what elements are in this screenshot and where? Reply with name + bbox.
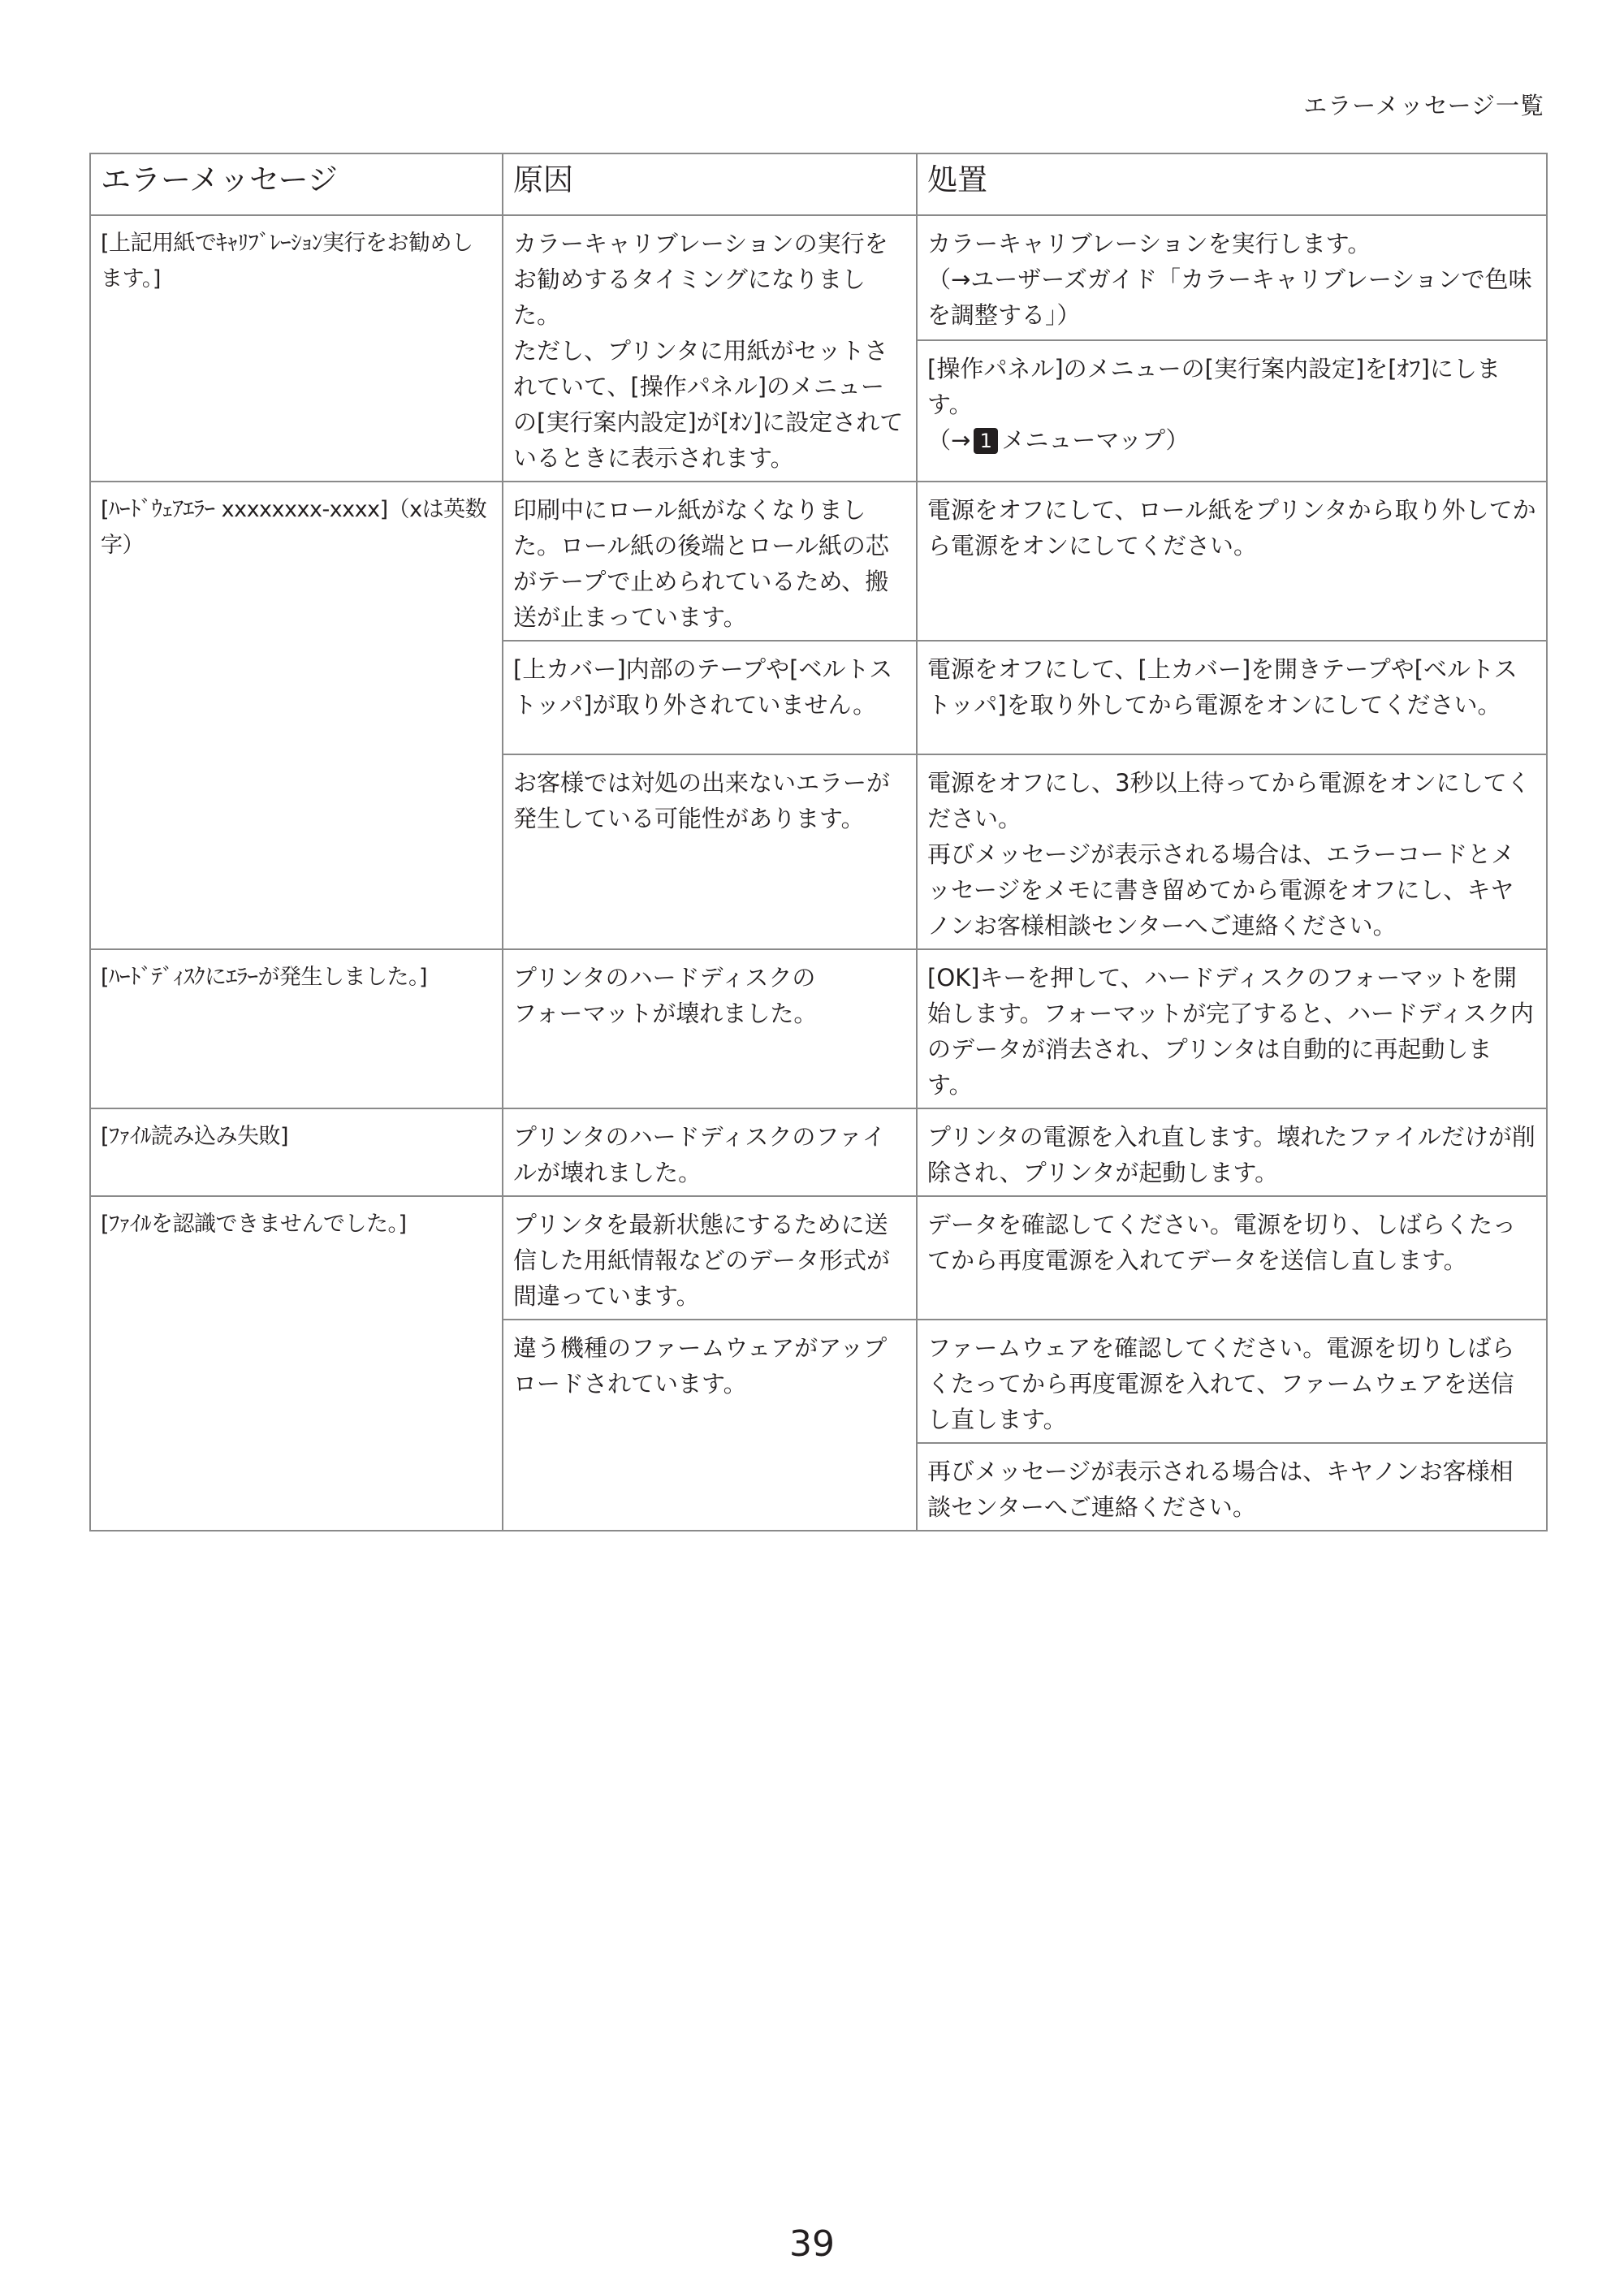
action-cell: プリンタの電源を入れ直します。壊れたファイルだけが削除され、プリンタが起動します。 bbox=[917, 1108, 1547, 1196]
cause-text: カラーキャリブレーションの実行をお勧めするタイミングになりました。 bbox=[513, 230, 888, 329]
table-header-row bbox=[90, 153, 1547, 215]
table-row bbox=[90, 1196, 1547, 1320]
cause-cell bbox=[503, 215, 917, 482]
cause-cell: 違う機種のファームウェアがアップロードされています。 bbox=[503, 1320, 917, 1531]
action-cell: [OK]キーを押して、ハードディスクのフォーマットを開始します。フォーマットが完了すると、ハードディスク内のデータが消去され、プリンタは自動的に再起動します。 bbox=[917, 949, 1547, 1108]
cause-text: フォーマットが壊れました。 bbox=[513, 1000, 818, 1027]
cause-cell: 印刷中にロール紙がなくなりました。ロール紙の後端とロール紙の芯がテープで止められているため、搬送が止まっています。 bbox=[503, 482, 917, 641]
reference-line bbox=[927, 422, 1536, 458]
table-row bbox=[90, 1108, 1547, 1196]
table-row bbox=[90, 949, 1547, 1108]
error-message-table bbox=[89, 153, 1548, 1531]
action-text: 再びメッセージが表示される場合は、エラーコードとメッセージをメモに書き留めてから電源をオフにし、キヤノンお客様相談センターへご連絡ください。 bbox=[927, 840, 1515, 940]
action-cell bbox=[917, 215, 1547, 340]
action-cell bbox=[917, 340, 1547, 482]
header-cause: 原因 bbox=[503, 153, 917, 215]
cause-cell bbox=[503, 949, 917, 1108]
running-head: エラーメッセージ一覧 bbox=[1303, 92, 1544, 119]
action-cell: 電源をオフにして、ロール紙をプリンタから取り外してから電源をオンにしてください。 bbox=[917, 482, 1547, 641]
chapter-badge-icon: 1 bbox=[974, 428, 998, 454]
cause-cell: お客様では対処の出来ないエラーが発生している可能性があります。 bbox=[503, 754, 917, 949]
action-text: （→ユーザーズガイド「カラーキャリブレーションで色味を調整する」） bbox=[927, 266, 1532, 329]
action-text: [操作パネル]のメニューの[実行案内設定]を[ｵﾌ]にします。 bbox=[927, 354, 1501, 418]
action-text: カラーキャリブレーションを実行します。 bbox=[927, 230, 1371, 257]
action-cell: 再びメッセージが表示される場合は、キヤノンお客様相談センターへご連絡ください。 bbox=[917, 1443, 1547, 1531]
action-cell bbox=[917, 754, 1547, 949]
error-message-cell: [ﾌｧｲﾙ読み込み失敗] bbox=[90, 1108, 503, 1196]
cause-text: ただし、プリンタに用紙がセットされていて、[操作パネル]のメニューの[実行案内設定]が[ｵﾝ]に設定されているときに表示されます。 bbox=[513, 337, 904, 472]
page-number: 39 bbox=[789, 2223, 835, 2265]
error-message-cell: [ﾌｧｲﾙを認識できませんでした。] bbox=[90, 1196, 503, 1531]
action-cell: 電源をオフにして、[上カバー]を開きテープや[ベルトストッパ]を取り外してから電源をオンにしてください。 bbox=[917, 641, 1547, 754]
action-text: 電源をオフにし、3秒以上待ってから電源をオンにしてください。 bbox=[927, 769, 1531, 832]
error-message-cell: [ﾊｰﾄﾞｳｪｱｴﾗｰ xxxxxxxx-xxxx]（xは英数字） bbox=[90, 482, 503, 949]
reference-text: メニューマップ） bbox=[1001, 426, 1190, 454]
error-message-cell: [ﾊｰﾄﾞﾃﾞｨｽｸにｴﾗｰが発生しました。] bbox=[90, 949, 503, 1108]
table-row bbox=[90, 215, 1547, 340]
table-row bbox=[90, 482, 1547, 641]
cause-text: プリンタのハードディスクの bbox=[513, 964, 816, 991]
cause-cell: プリンタを最新状態にするために送信した用紙情報などのデータ形式が間違っています。 bbox=[503, 1196, 917, 1320]
cause-cell: プリンタのハードディスクのファイルが壊れました。 bbox=[503, 1108, 917, 1196]
header-action: 処置 bbox=[917, 153, 1547, 215]
header-error-message: エラーメッセージ bbox=[90, 153, 503, 215]
reference-open: （→ bbox=[927, 426, 971, 454]
action-cell: データを確認してください。電源を切り、しばらくたってから再度電源を入れてデータを送信し直します。 bbox=[917, 1196, 1547, 1320]
action-cell: ファームウェアを確認してください。電源を切りしばらくたってから再度電源を入れて、ファームウェアを送信し直します。 bbox=[917, 1320, 1547, 1443]
cause-cell: [上カバー]内部のテープや[ベルトストッパ]が取り外されていません。 bbox=[503, 641, 917, 754]
error-message-cell: [上記用紙でｷｬﾘﾌﾞﾚｰｼｮﾝ実行をお勧めします。] bbox=[90, 215, 503, 482]
